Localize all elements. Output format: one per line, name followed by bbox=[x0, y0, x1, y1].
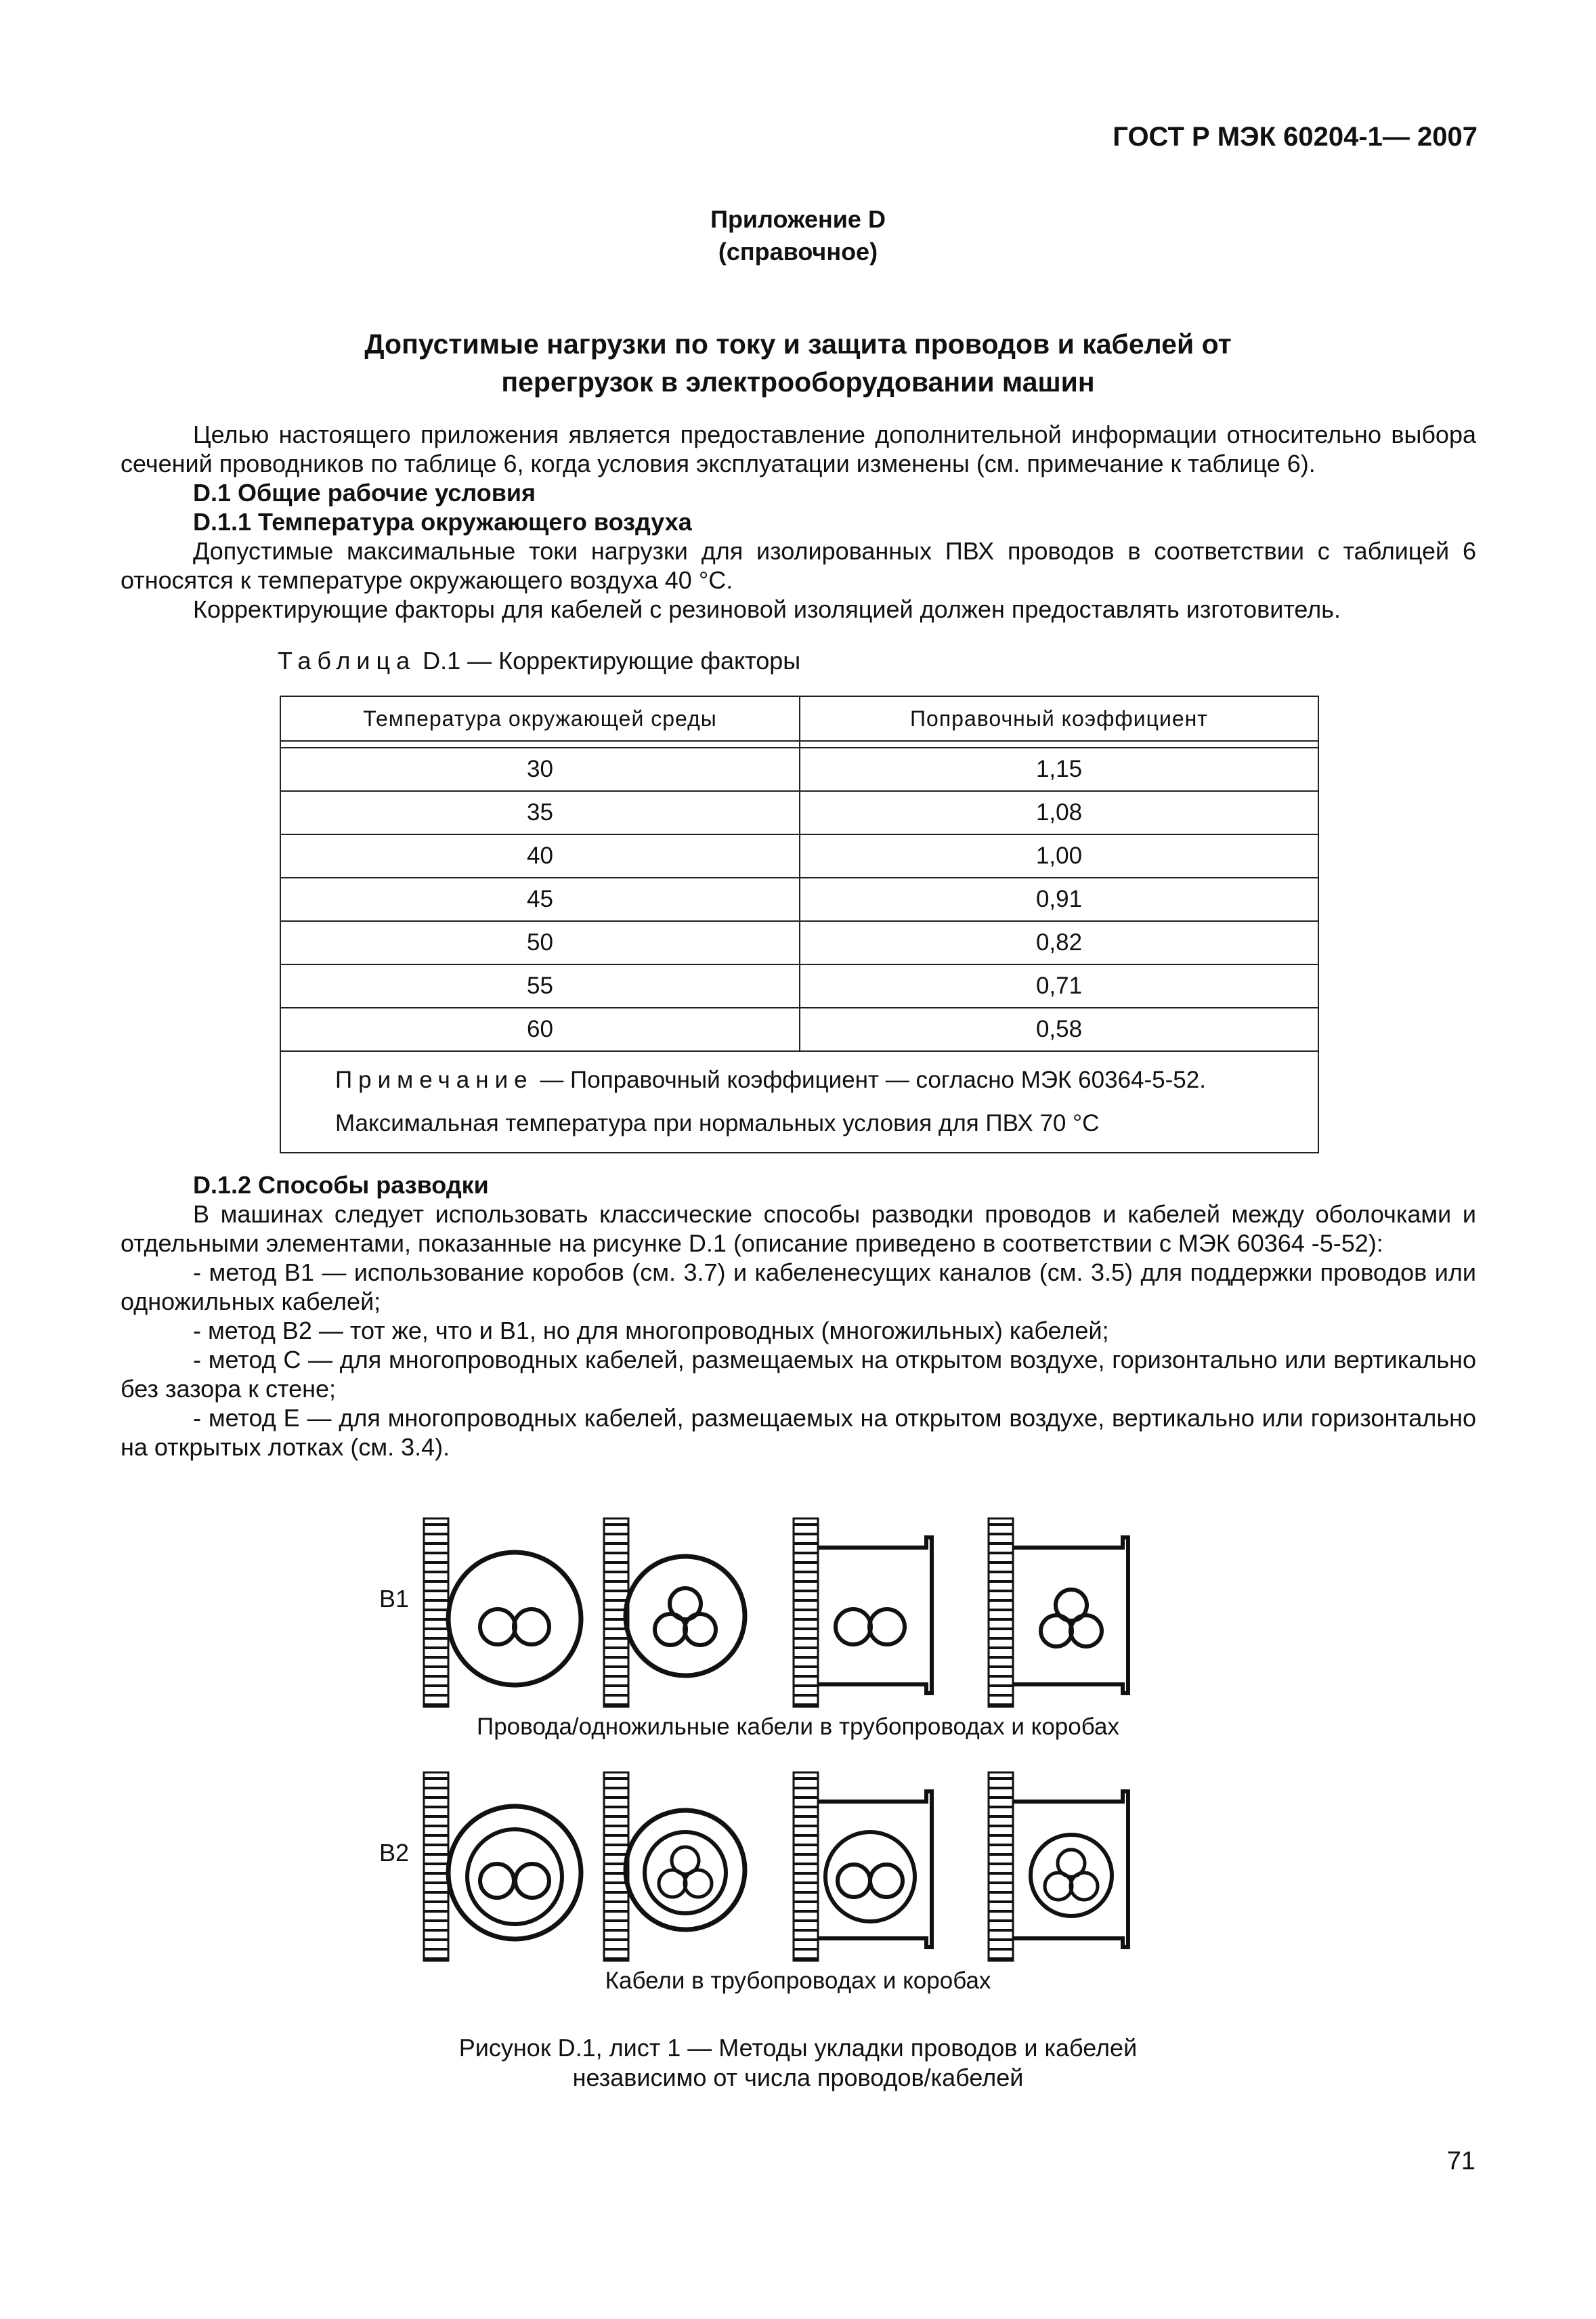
table-note-row bbox=[280, 1051, 1318, 1153]
table-note-prefix: Примечание bbox=[335, 1067, 534, 1093]
table-cell-temperature: 35 bbox=[280, 791, 800, 834]
intro-paragraph: Целью настоящего приложения является предоставление дополнительной информации относительно выбора сечений проводников по таблице 6, когда условия эксплуатации изменены (см. примечание к таблице 6). bbox=[121, 421, 1476, 477]
d12-paragraph: В машинах следует использовать классические способы разводки проводов и кабелей между оболочками и отдельными элементами, показанные на рисунке D.1 (описание приведено в соответствии с МЭК 60364 -5-52): bbox=[121, 1200, 1476, 1257]
conduit-circle bbox=[626, 1556, 745, 1676]
table-cell-temperature: 55 bbox=[280, 964, 800, 1008]
annex-line-1: Приложение D bbox=[710, 205, 886, 233]
conduit-circle bbox=[626, 1810, 745, 1930]
annex-label bbox=[0, 203, 1596, 268]
intro-section bbox=[121, 420, 1476, 624]
figure-caption bbox=[0, 2033, 1596, 2093]
figure-row-b1-label: В1 bbox=[379, 1585, 410, 1613]
wall-hatch bbox=[424, 1518, 448, 1707]
table-note-rest: — Поправочный коэффициент — согласно МЭК 60364-5-52. bbox=[533, 1067, 1206, 1093]
page-number: 71 bbox=[1446, 2147, 1475, 2175]
table-cell-temperature: 50 bbox=[280, 921, 800, 964]
section-d11-heading: D.1.1 Температура окружающего воздуха bbox=[193, 508, 692, 536]
figure-row-b2-label: В2 bbox=[379, 1839, 410, 1867]
annex-line-2: (справочное) bbox=[718, 238, 878, 265]
d11-paragraph-1: Допустимые максимальные токи нагрузки для изолированных ПВХ проводов в соответствии с таблицей 6 относятся к температуре окружающего воздуха 40 °С. bbox=[121, 537, 1476, 594]
figure-row-b1-diagram bbox=[420, 1510, 1171, 1714]
figure-row-b2-diagram bbox=[420, 1764, 1171, 1967]
figure-row-b1-caption: Провода/одножильные кабели в трубопроводах и коробах bbox=[477, 1714, 1119, 1740]
table-cell-coefficient: 0,91 bbox=[800, 878, 1318, 921]
d12-item-b1: - метод В1 — использование коробов (см. 3.7) и кабеленесущих каналов (см. 3.5) для поддержки проводов или одножильных кабелей; bbox=[121, 1258, 1476, 1315]
d11-paragraph-2: Корректирующие факторы для кабелей с резиновой изоляцией должен предоставлять изготовитель. bbox=[193, 595, 1341, 623]
table-cell-coefficient: 1,15 bbox=[800, 748, 1318, 791]
table-cell-coefficient: 1,00 bbox=[800, 834, 1318, 878]
table-caption-rest: D.1 — Корректирующие факторы bbox=[416, 647, 801, 675]
d12-item-c: - метод С — для многопроводных кабелей, размещаемых на открытом воздухе, горизонтально или вертикально без зазора к стене; bbox=[121, 1346, 1476, 1403]
annex-title-line-2: перегрузок в электрооборудовании машин bbox=[501, 366, 1095, 398]
table-row bbox=[280, 1008, 1318, 1051]
table-cell-coefficient: 0,71 bbox=[800, 964, 1318, 1008]
table-header-coefficient: Поправочный коэффициент bbox=[800, 696, 1318, 741]
table-row bbox=[280, 964, 1318, 1008]
table-cell-coefficient: 0,58 bbox=[800, 1008, 1318, 1051]
table-cell-temperature: 30 bbox=[280, 748, 800, 791]
table-caption bbox=[278, 647, 800, 675]
figure-caption-line-1: Рисунок D.1, лист 1 — Методы укладки проводов и кабелей bbox=[458, 2034, 1138, 2062]
correction-factors-table bbox=[280, 696, 1319, 1153]
wall-hatch bbox=[794, 1518, 818, 1707]
wall-hatch bbox=[794, 1772, 818, 1961]
d12-item-e: - метод Е — для многопроводных кабелей, размещаемых на открытом воздухе, вертикально или горизонтально на открытых лотках (см. 3.4). bbox=[121, 1404, 1476, 1461]
table-header-temperature: Температура окружающей среды bbox=[280, 696, 800, 741]
conduit-circle bbox=[448, 1806, 581, 1939]
trunking-box bbox=[1013, 1791, 1128, 1947]
trunking-box bbox=[818, 1537, 932, 1693]
trunking-box bbox=[1013, 1537, 1128, 1693]
figure-row-b2-caption: Кабели в трубопроводах и коробах bbox=[605, 1967, 991, 1994]
trunking-box bbox=[818, 1791, 932, 1947]
table-cell-temperature: 45 bbox=[280, 878, 800, 921]
conduit-circle bbox=[448, 1552, 581, 1685]
table-row bbox=[280, 748, 1318, 791]
d12-item-b2: - метод В2 — тот же, что и В1, но для многопроводных (многожильных) кабелей; bbox=[193, 1317, 1109, 1344]
table-row bbox=[280, 921, 1318, 964]
table-header-row bbox=[280, 696, 1318, 741]
wall-hatch bbox=[989, 1518, 1013, 1707]
table-cell-coefficient: 1,08 bbox=[800, 791, 1318, 834]
table-row bbox=[280, 834, 1318, 878]
table-note-line-2: Максимальная температура при нормальных условия для ПВХ 70 °С bbox=[335, 1110, 1100, 1136]
annex-title-line-1: Допустимые нагрузки по току и защита проводов и кабелей от bbox=[364, 328, 1232, 360]
section-d1-heading: D.1 Общие рабочие условия bbox=[193, 479, 536, 507]
section-d12-heading: D.1.2 Способы разводки bbox=[193, 1171, 489, 1199]
wall-hatch bbox=[424, 1772, 448, 1961]
table-row bbox=[280, 791, 1318, 834]
table-note bbox=[280, 1051, 1318, 1153]
table-caption-prefix: Таблица bbox=[278, 647, 416, 675]
section-d12 bbox=[121, 1170, 1476, 1462]
table-note-line-1 bbox=[335, 1059, 1318, 1102]
table-cell-temperature: 40 bbox=[280, 834, 800, 878]
document-header: ГОСТ Р МЭК 60204-1— 2007 bbox=[1113, 122, 1478, 152]
table-cell-coefficient: 0,82 bbox=[800, 921, 1318, 964]
figure-caption-line-2: независимо от числа проводов/кабелей bbox=[572, 2064, 1024, 2091]
table-row bbox=[280, 878, 1318, 921]
wall-hatch bbox=[989, 1772, 1013, 1961]
table-cell-temperature: 60 bbox=[280, 1008, 800, 1051]
annex-title bbox=[0, 325, 1596, 401]
table-header-separator bbox=[280, 741, 1318, 748]
